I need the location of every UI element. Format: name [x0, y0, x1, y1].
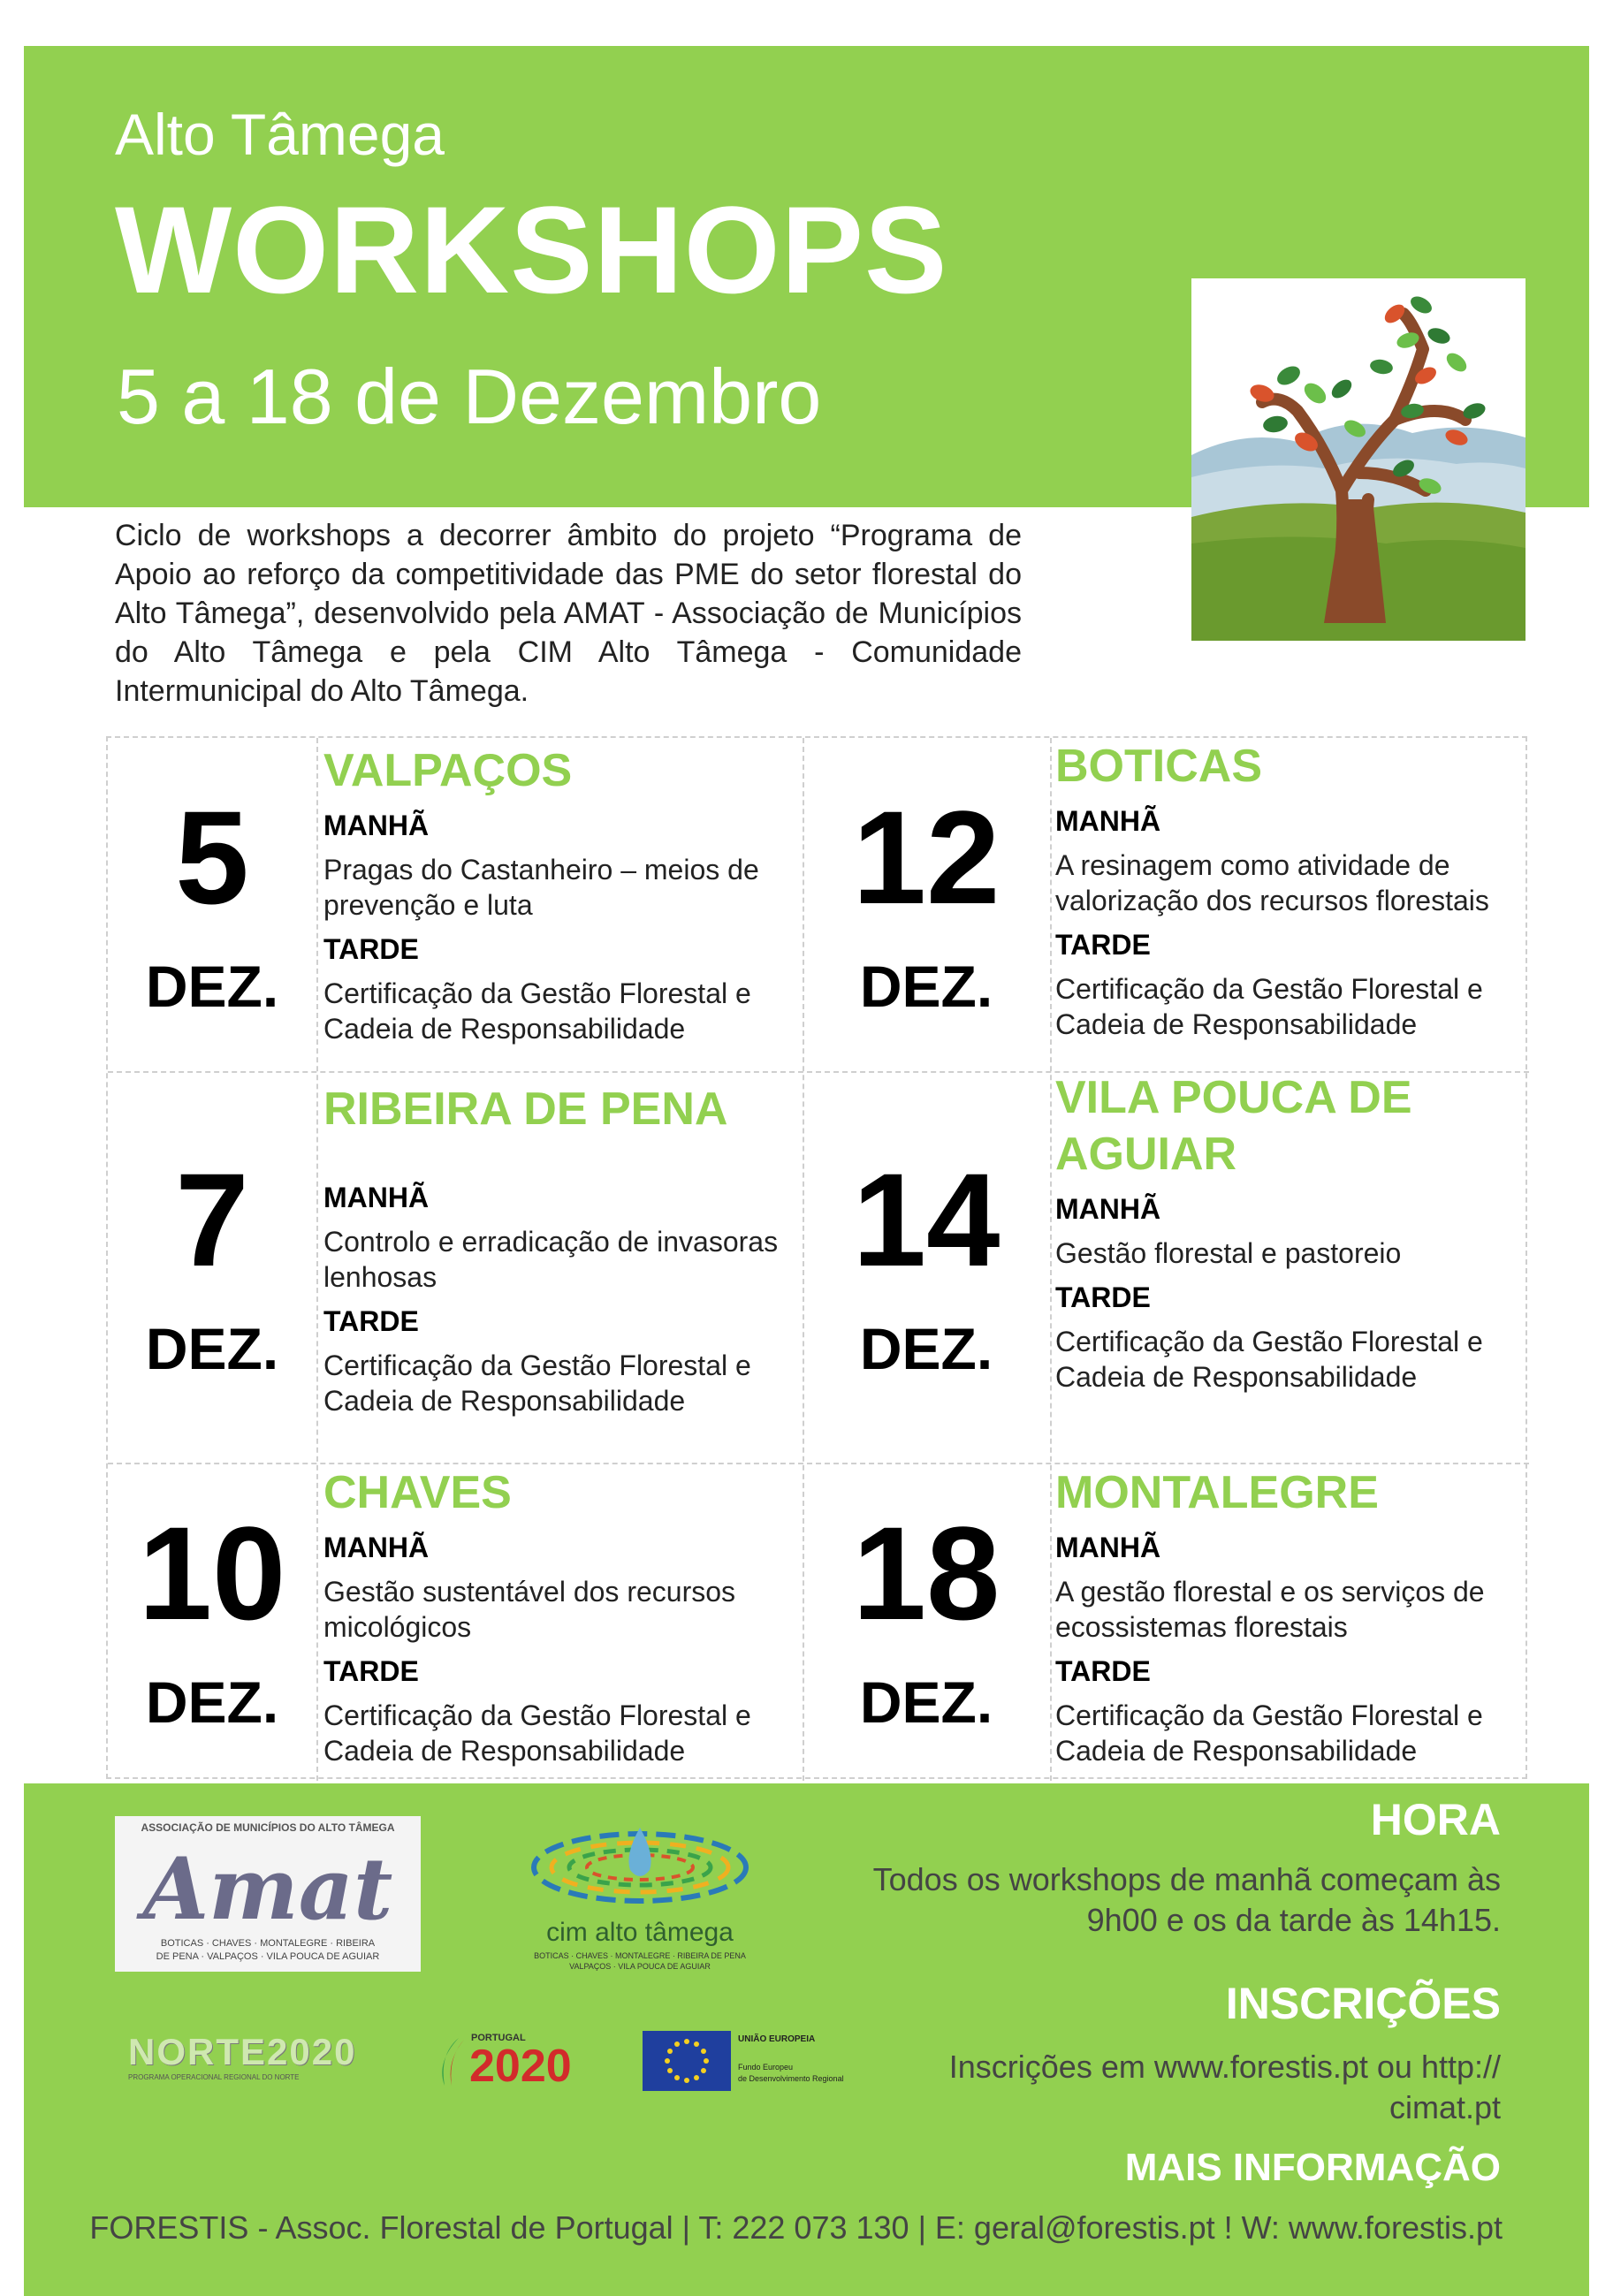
amat-logo-name: Amat	[142, 1839, 393, 1939]
amat-logo-bottom-1: BOTICAS · CHAVES · MONTALEGRE · RIBEIRA	[160, 1938, 376, 1949]
eu-sub-2: de Desenvolvimento Regional	[738, 2074, 844, 2083]
morning-label: MANHÃ	[323, 1532, 430, 1563]
morning-topic: Gestão florestal e pastoreio	[1055, 1237, 1402, 1269]
date-month: DEZ.	[859, 954, 993, 1019]
workshop-details	[323, 1081, 801, 1418]
eu-title: UNIÃO EUROPEIA	[738, 2034, 816, 2044]
norte2020-name: NORTE2020	[128, 2031, 357, 2072]
workshop-date	[803, 1145, 1050, 1381]
grid-divider	[1050, 738, 1052, 1781]
footer-banner	[24, 1783, 1589, 2296]
date-month: DEZ.	[859, 1669, 993, 1735]
inscricoes-text-2: cimat.pt	[1389, 2089, 1501, 2125]
afternoon-label: TARDE	[323, 933, 419, 965]
grid-divider	[316, 738, 318, 1781]
inscricoes-title: INSCRIÇÕES	[1225, 1979, 1501, 2028]
hora-text-1: Todos os workshops de manhã começam às	[872, 1861, 1501, 1897]
portugal2020-logo	[432, 2033, 609, 2095]
afternoon-topic: Certificação da Gestão Florestal e Cadeia de Responsabilidade	[323, 1349, 751, 1417]
header-subtitle: Alto Tâmega	[115, 102, 445, 167]
workshop-date	[803, 783, 1050, 1019]
workshop-location: VALPAÇOS	[323, 745, 573, 796]
workshop-date	[108, 1499, 316, 1735]
workshop-date	[108, 783, 316, 1019]
workshop-details	[323, 742, 801, 1046]
date-day: 18	[852, 1499, 1001, 1647]
cim-logo	[521, 1819, 759, 1978]
inscricoes-text-1: Inscrições em www.forestis.pt ou http://	[948, 2049, 1501, 2085]
date-day: 7	[175, 1145, 249, 1294]
portugal2020-mark	[432, 2036, 468, 2089]
eu-logo	[643, 2031, 881, 2093]
norte2020-sub: PROGRAMA OPERACIONAL REGIONAL DO NORTE	[128, 2073, 300, 2081]
workshop-details	[1055, 1464, 1524, 1768]
amat-logo-bottom-2: DE PENA · VALPAÇOS · VILA POUCA DE AGUIAR	[156, 1951, 380, 1962]
morning-topic: Controlo e erradicação de invasoras lenhosas	[323, 1226, 779, 1293]
morning-label: MANHÃ	[1055, 1532, 1161, 1563]
portugal2020-name: 2020	[469, 2041, 572, 2092]
afternoon-label: TARDE	[1055, 929, 1151, 961]
info-title: MAIS INFORMAÇÃO	[1124, 2146, 1501, 2189]
cim-logo-bottom-2: VALPAÇOS · VILA POUCA DE AGUIAR	[569, 1962, 711, 1971]
tree-illustration	[1191, 278, 1526, 641]
cim-logo-name: cim alto tâmega	[546, 1918, 734, 1947]
hora-text-2: 9h00 e os da tarde às 14h15.	[1086, 1902, 1501, 1938]
date-month: DEZ.	[145, 1316, 279, 1381]
afternoon-label: TARDE	[1055, 1281, 1151, 1313]
workshop-details	[1055, 1069, 1497, 1395]
afternoon-label: TARDE	[323, 1655, 419, 1687]
afternoon-topic: Certificação da Gestão Florestal e Cadeia de Responsabilidade	[323, 977, 751, 1045]
date-day: 10	[138, 1499, 286, 1647]
morning-label: MANHÃ	[323, 1182, 430, 1213]
morning-label: MANHÃ	[1055, 1193, 1161, 1225]
eu-flag-icon	[643, 2031, 731, 2091]
cim-logo-mark	[521, 1819, 759, 1916]
header-title: WORKSHOPS	[115, 180, 948, 319]
afternoon-topic: Certificação da Gestão Florestal e Cadeia de Responsabilidade	[1055, 1699, 1483, 1767]
workshop-date	[803, 1499, 1050, 1735]
morning-topic: A resinagem como atividade de valorização dos recursos florestais	[1055, 849, 1489, 916]
date-day: 12	[852, 783, 1001, 931]
morning-topic: Gestão sustentável dos recursos micológicos	[323, 1576, 736, 1643]
norte2020-logo	[128, 2031, 411, 2084]
workshop-location: CHAVES	[323, 1467, 512, 1518]
workshop-location: BOTICAS	[1055, 741, 1262, 792]
intro-paragraph: Ciclo de workshops a decorrer âmbito do projeto “Programa de Apoio ao reforço da competitividade das PME do setor florestal do Alto Tâmega”, desenvolvido pela AMAT - Associação de Municípios do Alto Tâmega e pela CIM Alto Tâmega - Comunidade Intermunicipal do Alto Tâmega.	[115, 519, 1022, 708]
afternoon-topic: Certificação da Gestão Florestal e Cadeia de Responsabilidade	[1055, 1326, 1483, 1393]
portugal2020-top: PORTUGAL	[471, 2033, 526, 2043]
morning-label: MANHÃ	[1055, 805, 1161, 837]
date-month: DEZ.	[859, 1316, 993, 1381]
workshop-location: RIBEIRA DE PENA	[323, 1083, 728, 1135]
workshop-location: MONTALEGRE	[1055, 1467, 1379, 1518]
afternoon-label: TARDE	[323, 1305, 419, 1337]
morning-topic: Pragas do Castanheiro – meios de prevenção e luta	[323, 854, 759, 921]
morning-label: MANHÃ	[323, 810, 430, 841]
afternoon-topic: Certificação da Gestão Florestal e Cadeia de Responsabilidade	[323, 1699, 751, 1767]
morning-topic: A gestão florestal e os serviços de ecossistemas florestais	[1055, 1576, 1485, 1643]
date-day: 5	[175, 783, 249, 931]
workshop-details	[1055, 738, 1524, 1042]
date-month: DEZ.	[145, 1669, 279, 1735]
contact-line: FORESTIS - Assoc. Florestal de Portugal | T: 222 073 130 | E: geral@forestis.pt ! W: www.forestis.pt	[89, 2209, 1503, 2246]
amat-logo-top: ASSOCIAÇÃO DE MUNICÍPIOS DO ALTO TÂMEGA	[141, 1821, 395, 1834]
cim-logo-bottom-1: BOTICAS · CHAVES · MONTALEGRE · RIBEIRA DE PENA	[534, 1951, 746, 1960]
date-month: DEZ.	[145, 954, 279, 1019]
amat-logo	[115, 1816, 421, 1972]
workshop-location: VILA POUCA DE AGUIAR	[1055, 1072, 1412, 1180]
date-day: 14	[852, 1145, 1001, 1294]
workshop-details	[323, 1464, 801, 1768]
eu-sub-1: Fundo Europeu	[738, 2063, 794, 2072]
afternoon-topic: Certificação da Gestão Florestal e Cadeia de Responsabilidade	[1055, 973, 1483, 1040]
workshop-date	[108, 1145, 316, 1381]
workshop-schedule	[106, 736, 1527, 1779]
afternoon-label: TARDE	[1055, 1655, 1151, 1687]
header-dates: 5 a 18 de Dezembro	[117, 353, 822, 440]
hora-title: HORA	[1370, 1795, 1501, 1844]
